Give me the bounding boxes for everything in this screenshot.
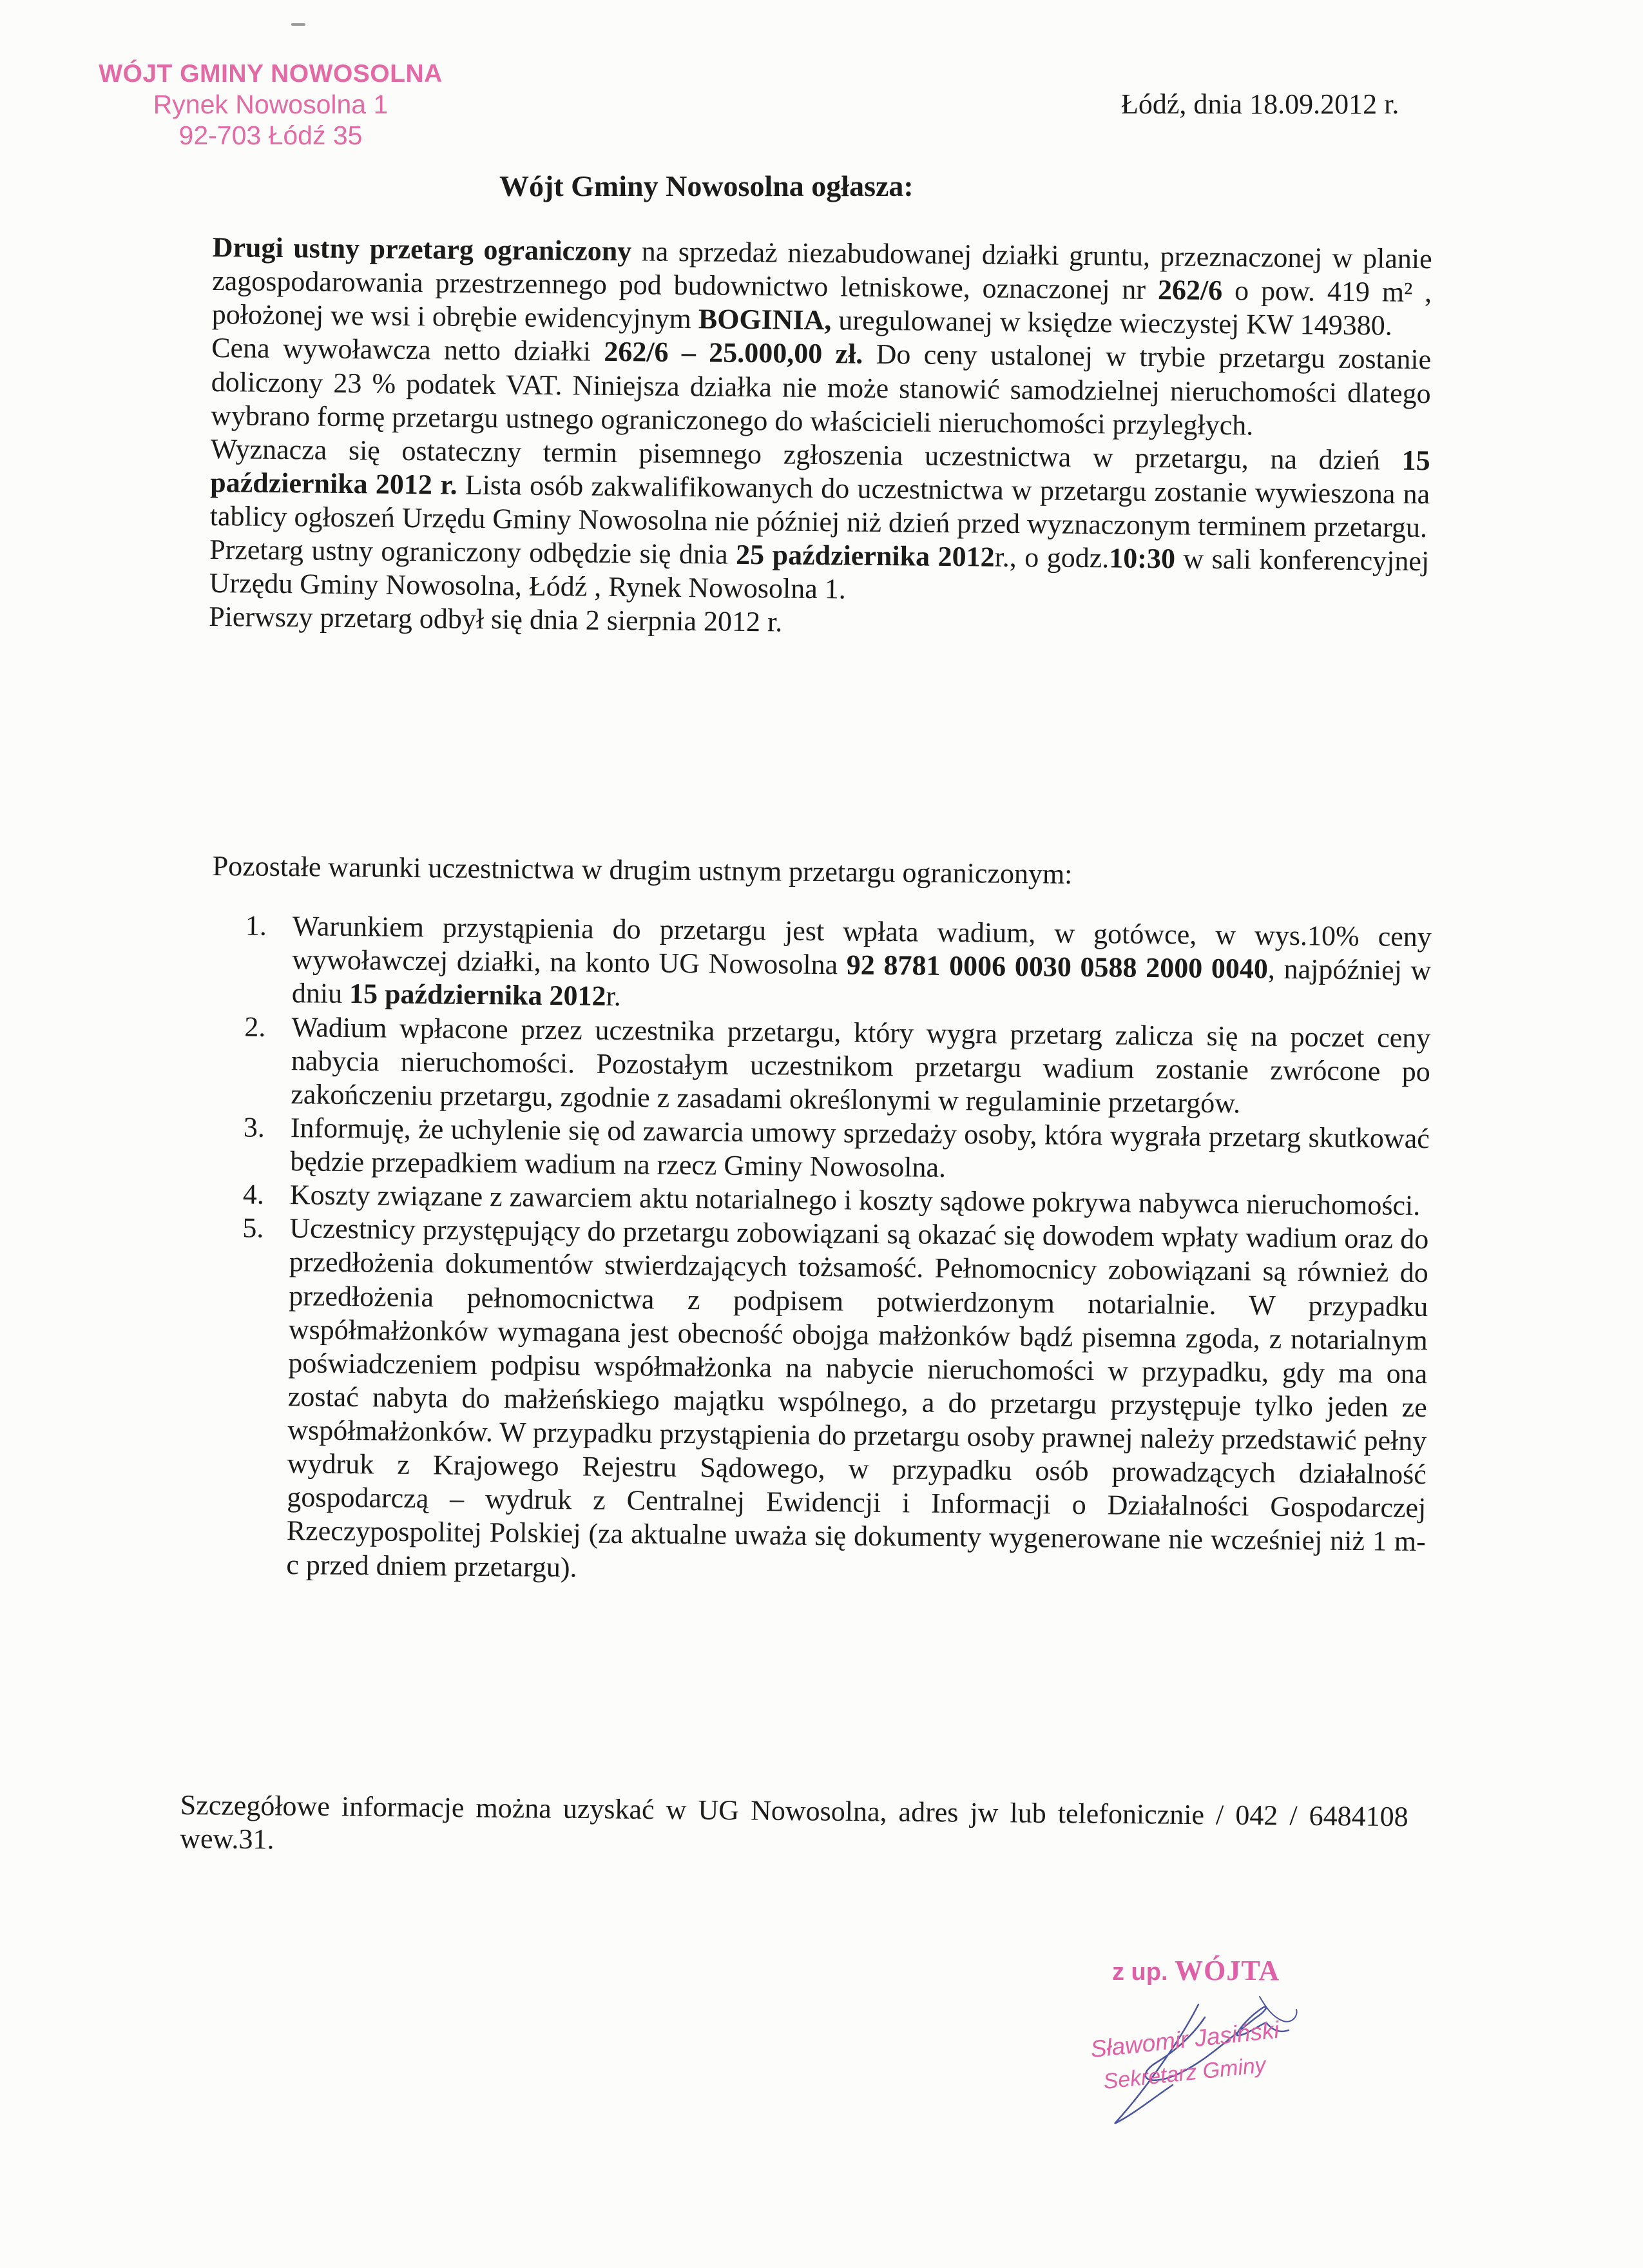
condition-text: Warunkiem przystąpienia do przetargu jest wpłata wadium, w gotówce, w wys.10% ceny wywoławczej działki, na konto UG Nowosolna — [292, 910, 1432, 981]
on-behalf-label — [1112, 1954, 1280, 1987]
condition-number: 5. — [242, 1212, 264, 1245]
on-behalf-prefix: z up. — [1112, 1959, 1168, 1986]
stamp-line-address: Rynek Nowosolna 1 — [153, 90, 389, 120]
condition-item — [210, 1009, 1430, 1122]
announcement-body — [209, 231, 1432, 646]
paragraph-text: Wyznacza się ostateczny termin pisemnego zgłoszenia uczestnictwa w przetargu, na dzień — [210, 432, 1402, 476]
paragraph-text: Cena wywoławcza netto działki — [211, 332, 604, 368]
paragraph-first-tender: Pierwszy przetarg odbył się dnia 2 sierpnia 2012 r. — [209, 601, 783, 638]
paragraph-text: Lista osób zakwalifikowanych do uczestnictwa w przetargu zostanie wywieszona na tablicy ogłoszeń Urzędu Gminy Nowosolna nie później niż dzień przed wyznaczonym terminem przetargu. — [209, 469, 1430, 544]
paragraph-tender-date — [209, 533, 1429, 612]
signatory-role: Sekretarz Gminy — [1102, 2052, 1267, 2095]
conditions-intro: Pozostałe warunki uczestnictwa w drugim ustnym przetargu ograniczonym: — [212, 850, 1073, 890]
plot-number: 262/6 — [1157, 274, 1223, 307]
paragraph-deadline — [209, 432, 1430, 545]
paragraph-text: r., o godz. — [994, 541, 1110, 574]
stamp-line-title: WÓJT GMINY NOWOSOLNA — [99, 60, 443, 88]
paragraph-text: w sali konferencyjnej Urzędu Gminy Nowosolna, Łódź , Rynek Nowosolna 1. — [209, 543, 1430, 605]
paragraph-text: Przetarg ustny ograniczony odbędzie się dnia — [209, 534, 736, 570]
paragraph-text: o pow. 419 m² , położonej we wsi i obrębie ewidencyjnym — [211, 275, 1432, 335]
paragraph-text: uregulowanej w księdze wieczystej KW 149380. — [831, 304, 1393, 342]
place-and-date: Łódź, dnia 18.09.2012 r. — [1121, 88, 1399, 120]
tender-type: Drugi ustny przetarg ograniczony — [212, 231, 632, 267]
tender-time: 10:30 — [1109, 542, 1176, 575]
contact-information: Szczegółowe informacje można uzyskać w UG Nowosolna, adres jw lub telefonicznie / 042 / 6484108 wew.31. — [180, 1789, 1408, 1856]
signature-block — [1044, 1940, 1379, 2133]
stamp-line-postcode: 92-703 Łódź 35 — [178, 121, 363, 151]
condition-text: Koszty związane z zawarciem aktu notarialnego i koszty sądowe pokrywa nabywca nieruchomości. — [289, 1179, 1421, 1222]
bank-account-number: 92 8781 0006 0030 0588 2000 0040 — [846, 949, 1269, 985]
on-behalf-office: WÓJTA — [1175, 1955, 1280, 1986]
starting-price: 262/6 – 25.000,00 zł. — [604, 336, 863, 371]
paragraph-text: Do ceny ustalonej w trybie przetargu zostanie doliczony 23 % podatek VAT. Niniejsza działka nie może stanowić samodzielnej nieruchomości dlatego wybrano formę przetargu ustnego ograniczonego do właścicieli nieruchomości przyległych. — [211, 338, 1432, 441]
deposit-deadline: 15 października 2012 — [349, 978, 606, 1013]
condition-number: 1. — [245, 909, 267, 942]
paragraph-text: na sprzedaż niezabudowanej działki gruntu, przeznaczonej w planie zagospodarowania przestrzennego pod budownictwo letniskowe, oznaczonej nr — [212, 235, 1432, 306]
scan-mark — [291, 23, 305, 26]
tender-date: 25 października 2012 — [735, 538, 995, 573]
application-deadline: 15 października 2012 r. — [210, 444, 1430, 501]
condition-number: 3. — [243, 1111, 265, 1143]
condition-item — [211, 909, 1432, 1022]
conditions-list — [206, 909, 1432, 1593]
condition-number: 4. — [242, 1178, 265, 1210]
condition-text: r. — [606, 980, 621, 1013]
condition-number: 2. — [244, 1010, 266, 1043]
signatory-name: Sławomir Jasiński — [1089, 2016, 1281, 2063]
announcement-heading: Wójt Gminy Nowosolna ogłasza: — [499, 170, 914, 202]
village-name: BOGINIA, — [698, 303, 832, 336]
condition-text: Informuję, że uchylenie się od zawarcia umowy sprzedaży osoby, która wygrała przetarg skutkować będzie przepadkiem wadium na rzecz Gminy Nowosolna. — [290, 1112, 1430, 1183]
condition-item — [206, 1211, 1428, 1593]
condition-text: , najpóźniej w dniu — [291, 953, 1432, 1010]
condition-text: Uczestnicy przystępujący do przetargu zobowiązani są okazać się dowodem wpłaty wadium oraz do przedłożenia dokumentów stwierdzających tożsamość. Pełnomocnicy zobowiązani są również do przedłożenia pełnomocnictwa z podpisem potwierdzonym notarialnie. W przypadku współmałżonków wymagana jest obecność obojga małżonków bądź pisemna zgoda, z notarialnym poświadczeniem podpisu współmałżonka na nabycie nieruchomości w przypadku, gdy ma ona zostać nabyta do małżeńskiego majątku wspólnego, a do przetargu przystępuje tylko jeden ze współmałżonków. W przypadku przystąpienia do przetargu osoby prawnej należy przedstawić pełny wydruk z Krajowego Rejestru Sądowego, w przypadku osób prowadzących działalność gospodarczą – wydruk z Centralnej Ewidencji i Informacji o Działalności Gospodarczej Rzeczypospolitej Polskiej (za aktualne uważa się dokumenty wygenerowane nie wcześniej niż 1 m-c przed dniem przetargu). — [286, 1212, 1429, 1583]
conditions-section — [206, 849, 1432, 1593]
condition-text: Wadium wpłacone przez uczestnika przetargu, który wygra przetarg zalicza się na poczet ceny nabycia nieruchomości. Pozostałym uczestnikom przetargu wadium zostanie zwrócone po zakończeniu przetargu, zgodnie z zasadami określonymi w regulaminie przetargów. — [291, 1011, 1431, 1119]
paragraph-price — [211, 331, 1431, 444]
paragraph-subject — [211, 231, 1432, 344]
condition-item — [209, 1110, 1430, 1189]
office-stamp — [77, 59, 464, 151]
